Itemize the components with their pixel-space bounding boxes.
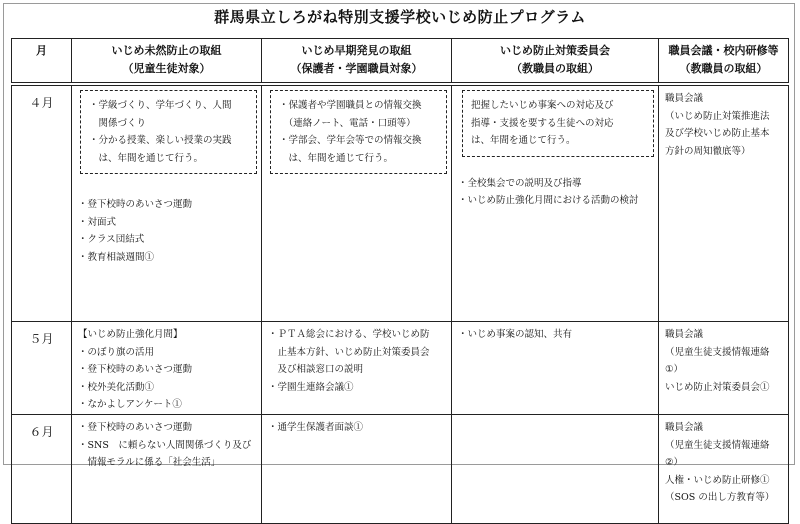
header-row bbox=[12, 39, 789, 85]
header-col3-title: いじめ防止対策委員会 bbox=[500, 44, 610, 57]
list-item: ・全校集会での説明及び指導 bbox=[458, 177, 582, 189]
list-item: 及び学校いじめ防止基本 bbox=[665, 128, 770, 139]
header-month: 月 bbox=[12, 39, 72, 85]
cell-june-committee bbox=[452, 415, 659, 524]
list-item: 指導・支援を要する生徒への対応 bbox=[471, 117, 614, 129]
april-prevention-list bbox=[72, 192, 261, 266]
list-item: 職員会議 bbox=[665, 329, 704, 340]
cell-may-early-detection bbox=[262, 322, 452, 415]
header-col4 bbox=[659, 39, 789, 85]
list-item: ・対面式 bbox=[78, 216, 117, 228]
list-item: 情報モラルに係る「社会生活」 bbox=[78, 457, 221, 468]
list-item: 及び相談窓口の説明 bbox=[268, 364, 364, 375]
row-april bbox=[12, 84, 789, 322]
month-april: ４月 bbox=[12, 84, 72, 322]
list-item: ・のぼり旗の活用 bbox=[78, 346, 155, 358]
list-item: ・いじめ防止強化月間における活動の検討 bbox=[458, 195, 639, 206]
list-item: 【いじめ防止強化月間】 bbox=[78, 329, 183, 340]
list-item: 職員会議 bbox=[665, 422, 704, 433]
list-item: 方針の周知徹底等） bbox=[665, 145, 751, 157]
list-item: （児童生徒支援情報連絡 bbox=[665, 346, 770, 358]
may-staff-list bbox=[659, 322, 788, 396]
cell-april-prevention bbox=[72, 84, 262, 322]
document-title: 群馬県立しろがね特別支援学校いじめ防止プログラム bbox=[214, 8, 586, 26]
list-item: ・学園生連絡会議① bbox=[268, 381, 354, 393]
list-item: 職員会議 bbox=[665, 93, 704, 104]
list-item: ・いじめ事案の認知、共有 bbox=[458, 329, 573, 340]
cell-april-committee bbox=[452, 84, 659, 322]
list-item: 関係づくり bbox=[89, 117, 147, 129]
june-prevention-list bbox=[72, 415, 261, 472]
list-item: ・なかよしアンケート① bbox=[78, 399, 182, 410]
row-may bbox=[12, 322, 789, 415]
list-item: （いじめ防止対策推進法 bbox=[665, 110, 770, 122]
list-item: （児童生徒支援情報連絡 bbox=[665, 439, 770, 451]
list-item: 人権・いじめ防止研修① bbox=[665, 474, 770, 486]
list-item: 止基本方針、いじめ防止対策委員会 bbox=[268, 346, 430, 358]
cell-may-prevention bbox=[72, 322, 262, 415]
cell-april-staff-meeting bbox=[659, 84, 789, 322]
list-item: ・学級づくり、学年づくり、人間 bbox=[89, 100, 232, 111]
list-item: ・教育相談週間① bbox=[78, 251, 155, 263]
april-prevention-box bbox=[80, 90, 257, 174]
header-col2-title: いじめ早期発見の取組 bbox=[301, 44, 412, 57]
cell-june-staff-meeting bbox=[659, 415, 789, 524]
header-col1 bbox=[72, 39, 262, 85]
list-item: ・校外美化活動① bbox=[78, 381, 155, 393]
list-item: （SOS の出し方教育等） bbox=[665, 492, 775, 503]
month-may: ５月 bbox=[12, 322, 72, 415]
list-item: ・登下校時のあいさつ運動 bbox=[78, 199, 193, 210]
may-early-detection-list bbox=[262, 322, 451, 396]
list-item: いじめ防止対策委員会① bbox=[665, 381, 770, 393]
list-item: （連絡ノート、電話・口頭等） bbox=[279, 117, 416, 129]
list-item: ・保護者や学園職員との情報交換 bbox=[279, 100, 422, 111]
april-committee-list bbox=[452, 171, 658, 210]
header-col2-subtitle: （保護者・学園職員対象） bbox=[290, 62, 423, 75]
list-item: 把握したいじめ事案への対応及び bbox=[471, 100, 614, 111]
list-item: ①） bbox=[665, 364, 684, 375]
cell-may-staff-meeting bbox=[659, 322, 789, 415]
cell-may-committee bbox=[452, 322, 659, 415]
list-item: は、年間を通じて行う。 bbox=[471, 135, 576, 146]
april-committee-box bbox=[462, 90, 654, 157]
header-col1-subtitle: （児童生徒対象） bbox=[122, 62, 211, 75]
list-item: ・登下校時のあいさつ運動 bbox=[78, 422, 193, 433]
june-staff-list bbox=[659, 415, 788, 507]
cell-april-early-detection bbox=[262, 84, 452, 322]
header-col2 bbox=[262, 39, 452, 85]
header-col1-title: いじめ未然防止の取組 bbox=[111, 44, 222, 57]
header-col4-title: 職員会議・校内研修等 bbox=[668, 44, 779, 57]
month-june: ６月 bbox=[12, 415, 72, 524]
row-june bbox=[12, 415, 789, 524]
list-item: ・SNS に頼らない人間関係づくり及び bbox=[78, 439, 252, 451]
june-early-detection-list bbox=[262, 415, 451, 437]
list-item: ・分かる授業、楽しい授業の実践 bbox=[89, 135, 232, 146]
list-item: ・クラス団結式 bbox=[78, 234, 145, 245]
april-staff-list bbox=[659, 86, 788, 160]
list-item: ・学部会、学年会等での情報交換 bbox=[279, 135, 422, 146]
list-item: ②） bbox=[665, 457, 684, 468]
april-early-detection-box bbox=[270, 90, 447, 174]
list-item: ・登下校時のあいさつ運動 bbox=[78, 364, 193, 375]
program-table bbox=[11, 38, 789, 524]
may-prevention-list bbox=[72, 322, 261, 414]
header-col3 bbox=[452, 39, 659, 85]
list-item: は、年間を通じて行う。 bbox=[279, 152, 394, 164]
may-committee-list bbox=[452, 322, 658, 344]
list-item: ・通学生保護者面談① bbox=[268, 422, 364, 433]
list-item: ・ＰＴＡ総会における、学校いじめ防 bbox=[268, 329, 430, 340]
cell-june-prevention bbox=[72, 415, 262, 524]
cell-june-early-detection bbox=[262, 415, 452, 524]
list-item: は、年間を通じて行う。 bbox=[89, 152, 204, 164]
header-col4-subtitle: （教職員の取組） bbox=[679, 62, 768, 75]
header-col3-subtitle: （教職員の取組） bbox=[511, 62, 599, 75]
